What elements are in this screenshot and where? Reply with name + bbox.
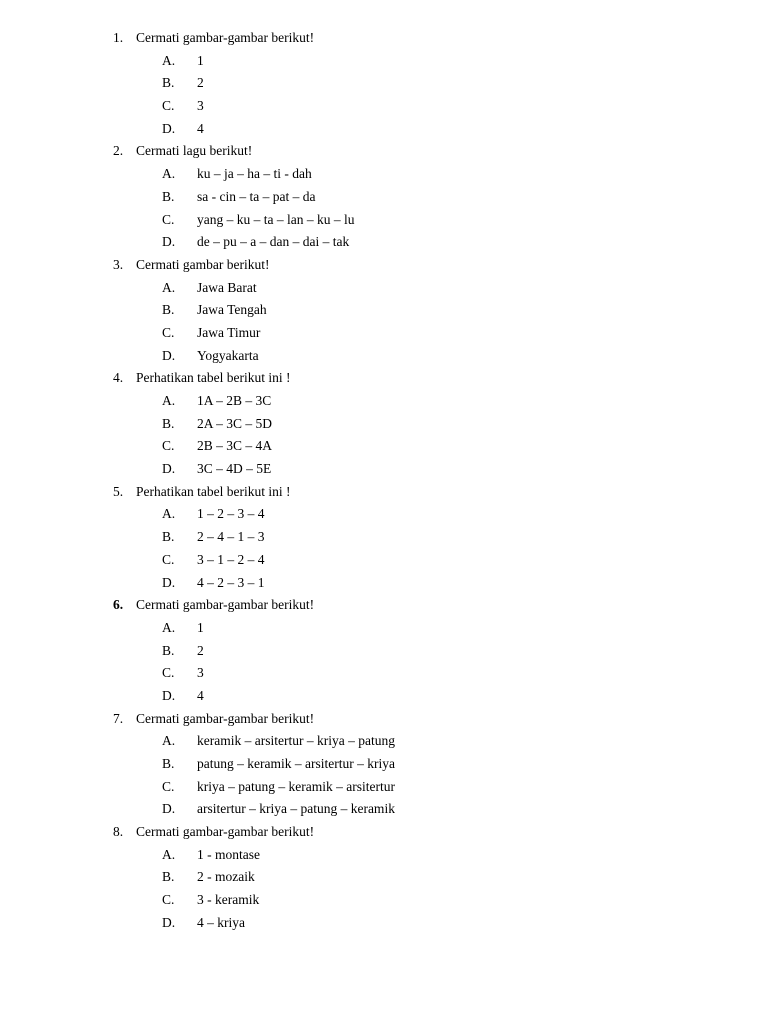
option-letter: B. (162, 642, 175, 658)
option-text: 1 (197, 52, 204, 68)
question-line (0, 367, 768, 390)
option-letter: A. (162, 506, 176, 522)
question-item (0, 140, 768, 253)
answer-option (0, 526, 768, 549)
question-line (0, 708, 768, 731)
option-letter: D. (162, 347, 176, 363)
answer-option (0, 776, 768, 799)
answer-option (0, 503, 768, 526)
option-text: 4 – 2 – 3 – 1 (197, 574, 265, 590)
option-text: kriya – patung – keramik – arsitertur (197, 778, 395, 794)
option-text: Jawa Tengah (197, 302, 267, 318)
question-text: Cermati gambar-gambar berikut! (136, 30, 315, 45)
question-text: Cermati gambar berikut! (136, 256, 270, 272)
option-text: keramik – arsitertur – kriya – patung (197, 733, 395, 749)
question-number: 4. (113, 370, 124, 386)
answer-option (0, 866, 768, 889)
question-item (0, 367, 768, 480)
option-text: patung – keramik – arsitertur – kriya (197, 756, 395, 771)
option-letter: A. (162, 733, 176, 749)
question-item (0, 254, 768, 367)
option-text: 2B – 3C – 4A (197, 438, 273, 454)
answer-option (0, 662, 768, 685)
option-letter: D. (162, 574, 176, 590)
answer-option (0, 798, 768, 821)
option-letter: A. (162, 846, 176, 862)
question-text: Cermati gambar-gambar berikut! (136, 710, 315, 726)
answer-option (0, 912, 768, 935)
question-item (0, 594, 768, 707)
question-text: Perhatikan tabel berikut ini ! (136, 370, 291, 386)
option-letter: B. (162, 75, 175, 91)
answer-option (0, 685, 768, 708)
option-text: 1 (197, 619, 204, 635)
answer-option (0, 435, 768, 458)
option-text: 2 - mozaik (197, 869, 255, 885)
option-letter: B. (162, 302, 175, 318)
question-line (0, 594, 768, 617)
option-letter: A. (162, 393, 176, 408)
question-number: 3. (113, 256, 124, 272)
question-line (0, 27, 768, 50)
option-letter: C. (162, 438, 175, 454)
option-letter: C. (162, 665, 175, 681)
question-number: 6. (113, 597, 124, 613)
option-letter: D. (162, 234, 176, 250)
option-letter: B. (162, 188, 175, 204)
option-text: Jawa Barat (197, 279, 257, 295)
question-text: Perhatikan tabel berikut ini ! (136, 483, 291, 499)
option-text: 2A – 3C – 5D (197, 415, 273, 431)
answer-option (0, 118, 768, 141)
answer-option (0, 209, 768, 232)
option-letter: D. (162, 801, 176, 817)
option-text: 2 (197, 642, 204, 658)
option-letter: B. (162, 529, 175, 545)
answer-option (0, 277, 768, 300)
answer-option (0, 50, 768, 73)
answer-option (0, 322, 768, 345)
option-letter: B. (162, 756, 175, 771)
answer-option (0, 345, 768, 368)
question-item (0, 481, 768, 594)
answer-option (0, 549, 768, 572)
answer-option (0, 458, 768, 481)
answer-option (0, 889, 768, 912)
answer-option (0, 95, 768, 118)
option-letter: C. (162, 324, 175, 340)
answer-option (0, 753, 768, 776)
answer-option (0, 72, 768, 95)
question-number: 8. (113, 824, 124, 840)
option-letter: A. (162, 279, 176, 295)
option-text: 3 (197, 98, 204, 114)
option-letter: C. (162, 892, 175, 908)
question-text: Cermati lagu berikut! (136, 143, 253, 159)
option-text: 3 – 1 – 2 – 4 (197, 551, 265, 567)
option-letter: A. (162, 166, 176, 182)
question-item (0, 708, 768, 821)
option-letter: C. (162, 211, 175, 227)
option-text: ku – ja – ha – ti - dah (197, 166, 312, 182)
option-letter: C. (162, 778, 175, 794)
option-text: sa - cin – ta – pat – da (197, 188, 316, 204)
answer-option (0, 844, 768, 867)
option-letter: A. (162, 52, 176, 68)
question-line (0, 481, 768, 504)
option-letter: C. (162, 551, 175, 567)
question-item (0, 821, 768, 934)
option-text: Yogyakarta (197, 347, 259, 363)
answer-option (0, 231, 768, 254)
question-line (0, 140, 768, 163)
option-text: 3 - keramik (197, 892, 260, 908)
option-text: 3C – 4D – 5E (197, 461, 272, 477)
answer-option (0, 390, 768, 413)
answer-option (0, 299, 768, 322)
option-text: de – pu – a – dan – dai – tak (197, 234, 350, 250)
answer-option (0, 186, 768, 209)
question-number: 5. (113, 483, 124, 499)
option-letter: B. (162, 869, 175, 885)
option-text: 4 – kriya (197, 914, 245, 930)
option-letter: D. (162, 461, 176, 477)
option-text: 1 – 2 – 3 – 4 (197, 506, 265, 522)
option-text: 4 (197, 120, 204, 136)
answer-option (0, 617, 768, 640)
question-line (0, 821, 768, 844)
option-letter: D. (162, 687, 176, 703)
option-text: 2 (197, 75, 204, 91)
option-text: 4 (197, 687, 204, 703)
question-item (0, 27, 768, 140)
question-text: Cermati gambar-gambar berikut! (136, 597, 315, 613)
option-letter: D. (162, 914, 176, 930)
option-letter: C. (162, 98, 175, 114)
option-text: arsitertur – kriya – patung – keramik (197, 801, 395, 817)
option-text: yang – ku – ta – lan – ku – lu (197, 211, 355, 227)
option-text: 1 - montase (197, 846, 260, 862)
question-number: 7. (113, 710, 124, 726)
option-letter: B. (162, 415, 175, 431)
answer-option (0, 730, 768, 753)
option-text: 2 – 4 – 1 – 3 (197, 529, 265, 545)
question-line (0, 254, 768, 277)
option-letter: D. (162, 120, 176, 136)
answer-option (0, 413, 768, 436)
answer-option (0, 572, 768, 595)
option-text: Jawa Timur (197, 324, 261, 340)
question-list (0, 27, 768, 935)
question-text: Cermati gambar-gambar berikut! (136, 824, 315, 840)
question-number: 2. (113, 143, 124, 159)
option-text: 3 (197, 665, 204, 681)
answer-option (0, 163, 768, 186)
answer-option (0, 640, 768, 663)
option-text: 1A – 2B – 3C (197, 393, 272, 408)
question-number: 1. (113, 30, 124, 45)
option-letter: A. (162, 619, 176, 635)
